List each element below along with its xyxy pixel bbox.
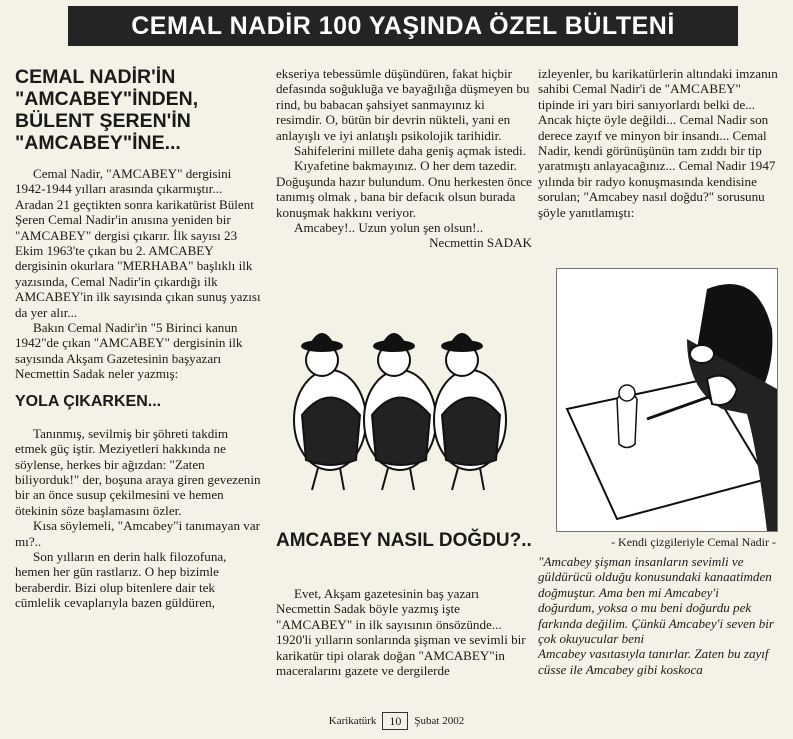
- column-2: [276, 66, 532, 251]
- magazine-name: Karikatürk: [328, 715, 377, 727]
- illustration-caption: - Kendi çizgileriyle Cemal Nadir -: [611, 535, 776, 549]
- page-banner: CEMAL NADİR 100 YAŞINDA ÖZEL BÜLTENİ: [68, 6, 738, 46]
- paragraph: Son yılların en derin halk filozofuna, hemen her gün rastlarız. O hep bizimle beraberdir. Bizi olup bitenlere dair tek cümlelik cevaplarıyla bazen güldüren,: [15, 548, 227, 611]
- amcabey-figure-2: [364, 334, 436, 490]
- paragraph: Tanınmış, sevilmiş bir şöhreti takdim etmek güç iştir. Meziyetleri hakkında ne söylense, herkes bir ağızdan: "Zaten biliyorduk!" der, boşuna araya giren gevezenin bir an önce susup çekilmesini ve hemen ötekinin söze başlamasını özler.: [15, 425, 261, 518]
- paragraph: Amcabey!.. Uzun yolun şen olsun!..: [294, 220, 484, 236]
- column-3: [538, 66, 778, 220]
- paragraph: ekseriya tebessümle düşündüren, fakat hiçbir defasında soğukluğa ve bayağılığa düşmeyen bu rind, bu babacan şahsiyet sanmayınız ki resimdir. O, bütün bir devrin nükteli, yani en anlayışlı ve iyi anlatışlı psikolojik tarihidir.: [276, 66, 530, 143]
- paragraph: Kısa söylemeli, "Amcabey"i tanımayan var mı?..: [15, 518, 261, 549]
- subheading: YOLA ÇIKARKEN...: [15, 392, 162, 410]
- section-headline: AMCABEY NASIL DOĞDU?..: [276, 530, 532, 551]
- article-headline: CEMAL NADİR'İN "AMCABEY"İNDEN, BÜLENT ŞEREN'İN "AMCABEY"İNE...: [15, 66, 199, 154]
- paragraph: Evet, Akşam gazetesinin baş yazarı Necmettin Sadak böyle yazmış işte "AMCABEY" in ilk sayısının önsözünde... 1920'li yılların sonlarında şişman ve sevimli bir karikatür tipi olarak doğan "AMCABEY"in maceralarını gazete ve dergilerde: [276, 586, 526, 679]
- column-1: [15, 66, 263, 611]
- quote-block: [538, 554, 778, 677]
- amcabey-figure-1: [294, 334, 366, 490]
- paragraph: Kıyafetine bakmayınız. O her dem tazedir. Doğuşunda hazır bulundum. Onu herkesten önce tanımış olmak , bana bir defacık olsun burada konuşmak hakkını veriyor.: [276, 158, 532, 220]
- paragraph: Bakın Cemal Nadir'in "5 Birinci kanun 1942"de çıkan "AMCABEY" dergisinin ilk sayısında Akşam Gazetesinin başyazarı Necmettin Sadak neler yazmış:: [15, 320, 243, 382]
- self-portrait-illustration: [556, 268, 778, 532]
- page-number: 10: [382, 712, 408, 730]
- paragraph: izleyenler, bu karikatürlerin altındaki imzanın sahibi Cemal Nadir'i de "AMCABEY" tipinde iri yarı biri sanıyorlardı belki de... Ancak hiçte öyle değildi... Cemal Nadir son derece zayıf ve minyon bir insandı... Cemal Nadir, kendi görünüşünün tam zıddı bir tip yaratmıştı anlayacağınız... Cemal Nadir 1947 yılında bir radyo konuşmasında kendisine sorulan; "Amcabey nasıl doğdu?" sorusunu şöyle yanıtlamıştı:: [538, 66, 778, 220]
- quote-paragraph: Amcabey vasıtasıyla tanırlar. Zaten bu zayıf cüsse ile Amcabey gibi koskoca: [538, 646, 769, 677]
- issue-date: Şubat 2002: [414, 715, 465, 727]
- amcabey-figures-illustration: [282, 320, 522, 500]
- paragraph: Cemal Nadir, "AMCABEY" dergisini 1942-1944 yılları arasında çıkarmıştır... Aradan 21 geçtikten sonra karikatürist Bülent Şeren Cemal Nadir'in anısına yeniden bir "AMCABEY" dergisi çıkarır. İlk sayısı 23 Ekim 1963'te çıkan bu 2. AMCABEY dergisinin okurlara "MERHABA" başlıklı ilk yazısında, Cemal Nadir'in çıkardığı ilk AMCABEY'in ilk sayısında çıkan sunuş yazısı da yer alır...: [15, 166, 261, 320]
- amcabey-figure-3: [434, 334, 506, 490]
- column-2-lower: [276, 586, 532, 678]
- signature: Necmettin SADAK: [429, 235, 532, 251]
- paragraph: Sahifelerini millete daha geniş açmak istedi.: [294, 143, 526, 159]
- page-footer: [0, 711, 793, 731]
- quote-paragraph: "Amcabey şişman insanların sevimli ve güldürücü olduğu konusundaki kanaatimden doğmuştur. Ama ben mi Amcabey'i doğurdum, yoksa o mu beni doğurdu pek farkında değilim. Çünkü Amcabey'i seven bir çok okuyucular beni: [538, 554, 775, 647]
